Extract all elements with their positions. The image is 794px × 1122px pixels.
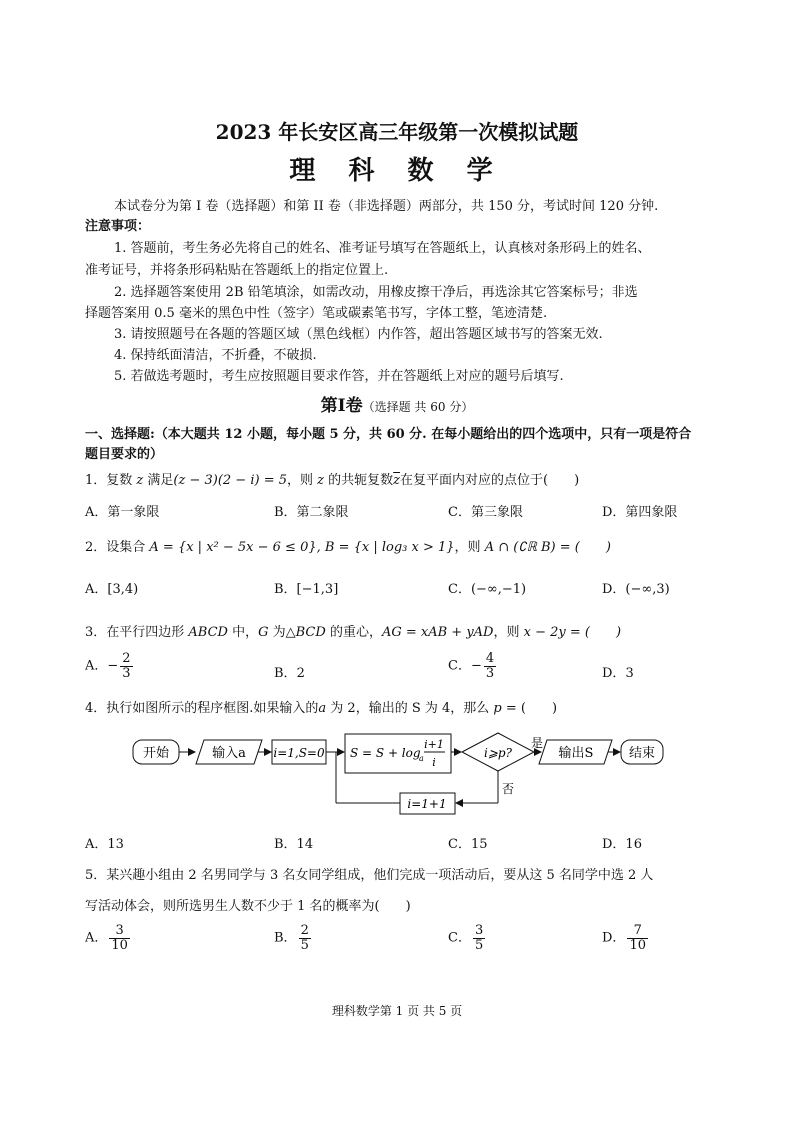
q3-abcd: ABCD [188,625,228,640]
q4-text-c: = ( ) [501,701,558,716]
q2-sets: A = {x | x² − 5x − 6 ≤ 0}, B = {x | log₃ x > 1} [149,540,455,555]
q4-option-c[interactable]: C．15 [448,837,488,852]
q5-a-fraction [109,924,130,952]
q5-d-label: D． [602,930,626,946]
note-1-cont: 准考证号，并将条形码粘贴在答题纸上的指定位置上. [85,263,389,278]
note-3: 3. 请按照题号在各题的答题区域（黑色线框）内作答，超出答题区域书写的答案无效. [114,327,603,342]
q3-c-num: 4 [485,651,495,666]
q5-option-c[interactable] [448,924,487,952]
q5-c-den: 5 [474,937,484,953]
q2-option-b[interactable]: B．[−1,3] [274,582,339,597]
q4-option-d[interactable]: D．16 [602,837,642,852]
q1-text-d: 的共轭复数 [324,473,394,488]
q5-a-num: 3 [109,924,130,939]
q2-option-c[interactable]: C．(−∞,−1) [448,582,527,597]
q5-c-num: 3 [474,923,484,938]
q5-d-num: 7 [627,924,648,939]
notes-title: 注意事项： [85,219,151,234]
flow-assign-den: i [432,756,436,769]
q4-text-a: 4．执行如图所示的程序框图.如果输入的 [85,701,319,716]
q1-var-z2: z [317,473,324,488]
q5-a-label: A． [85,930,108,946]
q2-option-a[interactable]: A．[3,4) [85,582,139,597]
note-2-cont: 择题答案用 0.5 毫米的黑色中性（签字）笔或碳素笔书写，字体工整，笔迹清楚. [85,306,548,321]
flow-assign-sub: a [419,754,424,763]
note-1: 1. 答题前，考生务必先将自己的姓名、准考证号填写在答题纸上，认真核对条形码上的姓名、 [114,241,651,256]
q2-expression: A ∩ (∁ℝ B) = ( ) [484,540,611,555]
q5-c-label: C． [448,930,471,946]
q2-option-d[interactable]: D．(−∞,3) [602,582,670,597]
intro-text: 本试卷分为第 I 卷（选择题）和第 II 卷（非选择题）两部分，共 150 分，考试时间 120 分钟. [114,199,659,214]
flow-cond: i⩾p? [483,746,513,760]
q2-text-a: 2．设集合 [85,540,150,555]
q3-a-label: A． [85,658,108,674]
q3-vector-eq: AG = xAB + yAD [381,625,494,640]
q1-conjugate: $\overline{z}$ [393,473,400,488]
q3-g: G [258,625,269,640]
note-4: 4. 保持纸面清洁，不折叠，不破损. [114,348,317,363]
q1-option-d[interactable]: D．第四象限 [602,505,678,520]
exam-title: 2023 年长安区高三年级第一次模拟试题 [215,120,579,144]
q1-equation: (z − 3)(2 − i) = 5 [173,473,287,488]
q1-text-b: 满足 [143,473,174,488]
page-footer: 理科数学第 1 页 共 5 页 [331,1004,463,1018]
q1-text-e: 在复平面内对应的点位于( ) [400,473,580,488]
flow-no: 否 [502,782,515,796]
flow-assign-left: S = S + log [350,746,421,760]
section-subtitle: （选择题 共 60 分） [362,400,474,414]
flow-input: 输入a [212,746,246,761]
q5-option-d[interactable] [602,924,650,952]
flow-inc: i=1+1 [407,797,447,811]
q3-d-label: D． [602,666,626,681]
q3-c-den: 3 [485,665,495,681]
q3-b-value: 2 [296,666,305,681]
q1-option-b[interactable]: B．第二象限 [274,505,349,520]
q1-text-c: ，则 [287,473,318,488]
q5-c-fraction [473,924,485,952]
q3-text-a: 3．在平行四边形 [85,625,189,640]
flow-start: 开始 [142,746,170,761]
q3-text-d: 的重心， [325,625,382,640]
q3-text-e: ，则 [493,625,524,640]
q3-b-label: B． [274,666,297,681]
q3-c-label: C． [448,658,471,674]
q4-var-a: a [318,701,327,716]
section-instructions: 一、选择题:（本大题共 12 小题，每小题 5 分，共 60 分. 在每小题给出的四个选项中，只有一项是符合 [85,427,692,442]
flow-output: 输出S [558,746,594,761]
q5-d-fraction [627,924,648,952]
flow-end: 结束 [628,746,656,761]
q5-a-den: 10 [111,937,128,953]
q5-b-den: 5 [300,937,309,953]
q4-text-b: 为 2，输出的 S 为 4，那么 [326,701,494,716]
q5-b-fraction [299,924,311,952]
q1-option-a[interactable]: A．第一象限 [85,505,160,520]
q3-bcd: BCD [295,625,326,640]
q5-b-num: 2 [300,923,309,938]
q5-d-den: 10 [629,937,646,953]
flow-assign-num: i+1 [424,738,444,751]
flow-init: i=1,S=0 [273,746,325,760]
flow-yes: 是 [531,736,544,750]
q5-b-label: B． [274,930,297,946]
q5-option-a[interactable] [85,924,132,952]
q1-var-z: z [136,473,144,488]
q3-text-b: 中， [227,625,259,640]
q3-a-den: 3 [122,665,131,681]
q3-expression: x − 2y = ( ) [523,625,622,640]
q5-option-b[interactable] [274,924,313,952]
section-instructions-cont: 题目要求的） [85,447,164,462]
q3-a-sign: − [107,658,119,674]
q3-text-c: 为△ [268,625,296,640]
q4-var-p: p [493,701,502,716]
note-5: 5. 若做选考题时，考生应按照题目要求作答，并在答题纸上对应的题号后填写. [114,369,564,384]
subject-title: 理 科 数 学 [289,156,505,186]
question-5-stem: 5．某兴趣小组由 2 名男同学与 3 名女同学组成，他们完成一项活动后，要从这 5 名同学中选 2 人 [85,868,654,883]
q4-option-b[interactable]: B．14 [274,837,314,852]
question-5-stem-cont: 写活动体会，则所选男生人数不少于 1 名的概率为( ) [85,899,411,914]
q1-text-a: 1．复数 [85,473,137,488]
q3-d-value: 3 [625,666,634,681]
q3-c-sign: − [470,658,482,674]
section-name: 第Ⅰ卷 [320,396,363,416]
q1-option-c[interactable]: C．第三象限 [448,505,523,520]
note-2: 2. 选择题答案使用 2B 铅笔填涂，如需改动，用橡皮擦干净后，再选涂其它答案标号；非选 [114,285,638,300]
q4-option-a[interactable]: A．13 [85,837,124,852]
q3-a-num: 2 [122,651,131,666]
q2-text-b: ，则 [454,540,485,555]
